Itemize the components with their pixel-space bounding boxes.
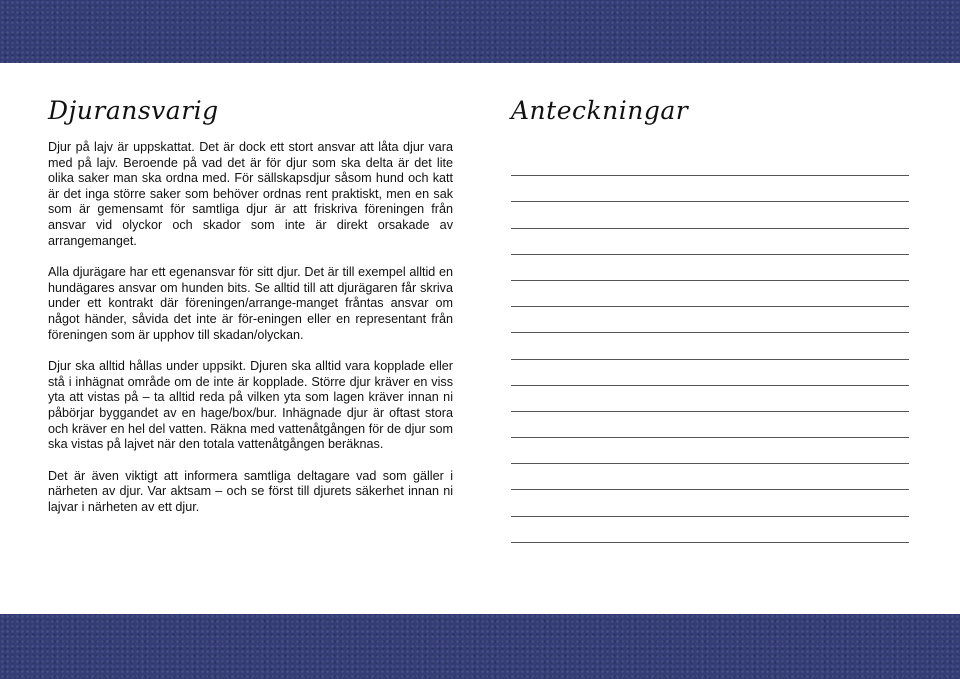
note-line — [511, 281, 909, 307]
paragraph-1: Djur på lajv är uppskattat. Det är dock ett stort ansvar att låta djur vara med på lajv. Beroende på vad det är för djur som ska delta är det lite olika saker man ska ordna med. För sällskapsdjur såsom hund och katt är det inga större saker som behöver ordnas rent praktiskt, men en sak som är gemensamt för samtliga djur är att friskriva föreningen från ansvar vid olyckor och skador som inte är direkt orsakade av arrangemanget. — [48, 140, 453, 248]
paragraph-4: Det är även viktigt att informera samtliga deltagare vad som gäller i närheten av djur. Var aktsam – och se först till djurets säkerhet innan ni lajvar i närheten av ett djur. — [48, 468, 453, 514]
note-line — [511, 176, 909, 202]
paragraph-3: Djur ska alltid hållas under uppsikt. Djuren ska alltid vara kopplade eller stå i inhägnat område om de inte är kopplade. Större djur kräver en viss yta att vistas på – ta alltid reda på vilken yta som lagen kräver innan ni påbörjar byggandet av en hage/box/bur. Inhägnade djur är oftast stora och kräver en hel del vatten. Räkna med vattenåtgången för de djur som ska vistas på lajvet när den totala vattenåtgången beräknas. — [48, 359, 453, 452]
body-text-column — [48, 140, 453, 531]
note-line — [511, 360, 909, 386]
bottom-decorative-band — [0, 614, 960, 679]
notes-lines — [511, 150, 909, 543]
note-line — [511, 202, 909, 228]
note-line — [511, 412, 909, 438]
note-line — [511, 517, 909, 543]
note-line — [511, 307, 909, 333]
note-line — [511, 464, 909, 490]
note-line — [511, 255, 909, 281]
note-line — [511, 438, 909, 464]
note-line — [511, 150, 909, 176]
paragraph-2: Alla djurägare har ett egenansvar för sitt djur. Det är till exempel alltid en hundägares ansvar om hunden bits. Se alltid till att djurägaren får skriva under ett kontrakt där föreningen/arrange-manget fråntas ansvar om något händer, såvida det inte är för-eningen eller en representant från föreningen som är upphov till skadan/olyckan. — [48, 265, 453, 342]
section-heading-djuransvarig: Djuransvarig — [48, 96, 219, 125]
note-line — [511, 229, 909, 255]
top-decorative-band — [0, 0, 960, 63]
section-heading-anteckningar: Anteckningar — [511, 96, 689, 125]
note-line — [511, 333, 909, 359]
note-line — [511, 386, 909, 412]
note-line — [511, 490, 909, 516]
